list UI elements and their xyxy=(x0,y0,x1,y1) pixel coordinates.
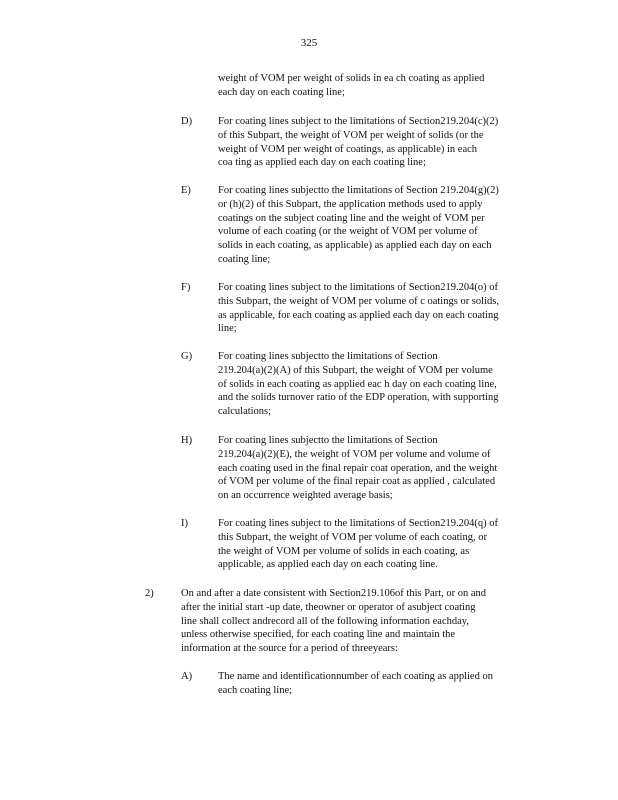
item-label: G) xyxy=(181,351,193,362)
item-text: For coating lines subject to the limitations of Section219.204(c)(2) of this Subpart, the weight of VOM per weight of solids (or the weight of VOM per weight of coatings, as applicable) in each coa ting as applied each day on each coating line; xyxy=(218,116,499,169)
page-number: 325 xyxy=(300,37,318,49)
item-label: D) xyxy=(181,116,193,127)
item-label: I) xyxy=(181,518,188,529)
item-text: For coating lines subjectto the limitations of Section 219.204(a)(2)(A) of this Subpart, the weight of VOM per volume of solids in each coating as applied eac h day on each coating line, and the solids turnover ratio of the EDP operation, with supporting calculations; xyxy=(218,351,499,418)
item-label: F) xyxy=(181,282,191,293)
item-label: H) xyxy=(181,435,193,446)
section-label: 2) xyxy=(145,588,154,599)
item-text: For coating lines subject to the limitations of Section219.204(o) of this Subpart, the weight of VOM per volume of c oatings or solids, as applicable, for each coating as applied each day on each coating line; xyxy=(218,282,499,335)
item-label: E) xyxy=(181,185,191,196)
item-label: A) xyxy=(181,671,193,682)
section-text: On and after a date consistent with Section219.106of this Part, or on and after the initial start -up date, theowner or operator of asubject coating line shall collect andrecord all of the following information eachday, unless otherwise specified, for each coating line and maintain the information at the source for a period of threeyears: xyxy=(181,588,487,655)
item-text: For coating lines subjectto the limitations of Section 219.204(a)(2)(E), the weight of VOM per volume and volume of each coating used in the final repair coat operation, and the weight of VOM per volume of the final repair coat as applied , calculated on an occurrence weighted average basis; xyxy=(218,435,498,502)
item-text: For coating lines subject to the limitations of Section219.204(q) of this Subpart, the weight of VOM per volume of each coating, or the weight of VOM per volume of solids in each coating, as applicable, as applied each day on each coating line. xyxy=(218,518,498,571)
item-text: For coating lines subjectto the limitations of Section 219.204(g)(2) or (h)(2) of this Subpart, the application methods used to apply coatings on the subject coating line and the weight of VOM per volume of each coating (or the weight of VOM per volume of solids in each coating, as applicable) as applied each day on each coating line; xyxy=(218,185,499,265)
continuation-paragraph: weight of VOM per weight of solids in ea ch coating as applied each day on each coating line; xyxy=(218,73,485,98)
item-text: The name and identificationnumber of each coating as applied on each coating line; xyxy=(218,671,493,696)
